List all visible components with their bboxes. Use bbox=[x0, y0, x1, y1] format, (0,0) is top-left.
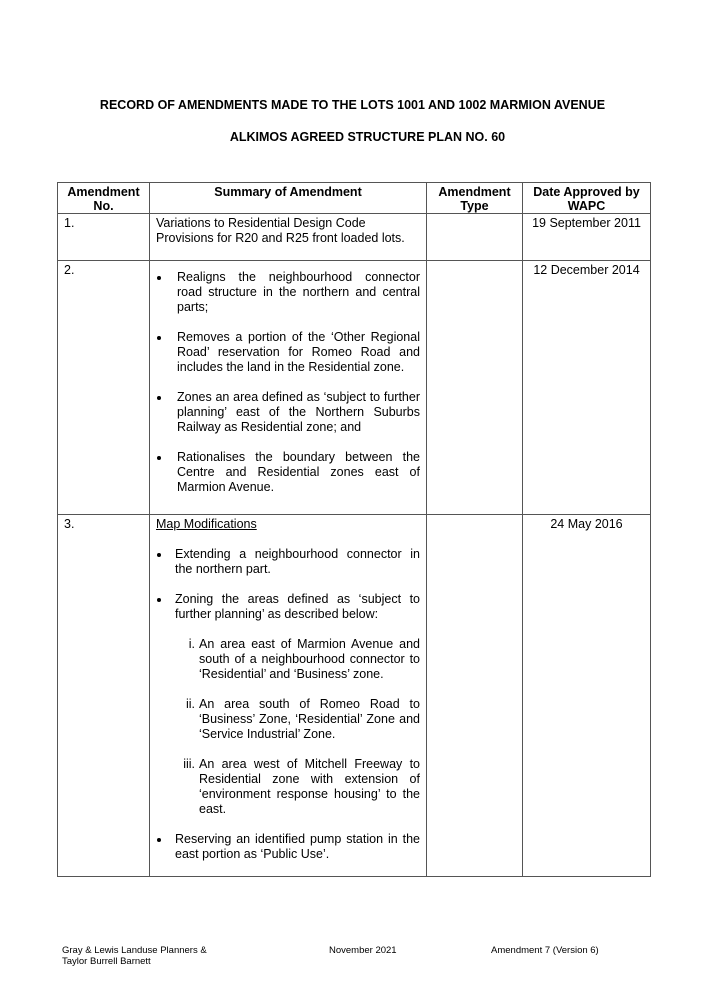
sublist-number: iii. bbox=[183, 757, 195, 771]
header-date-approved: Date Approved by WAPC bbox=[523, 183, 651, 214]
header-amendment-type: Amendment Type bbox=[427, 183, 523, 214]
table-row bbox=[58, 515, 651, 877]
amendment-type bbox=[427, 214, 523, 261]
sublist-text: An area east of Marmion Avenue and south of a neighbourhood connector to ‘Residential’ and ‘Business’ zone. bbox=[199, 637, 420, 681]
roman-sublist bbox=[175, 637, 420, 817]
bullet-text: Zoning the areas defined as ‘subject to further planning’ as described below: bbox=[175, 592, 420, 621]
footer-author-line-2: Taylor Burrell Barnett bbox=[62, 956, 151, 967]
summary-bullet-list bbox=[156, 547, 420, 862]
list-item bbox=[156, 450, 420, 495]
bullet-text: Rationalises the boundary between the Centre and Residential zones east of Marmion Avenue. bbox=[177, 450, 420, 494]
amendment-summary bbox=[150, 515, 427, 877]
amendment-type bbox=[427, 515, 523, 877]
amendment-date: 12 December 2014 bbox=[523, 261, 651, 515]
summary-bullet-list bbox=[156, 270, 420, 495]
bullet-text: Removes a portion of the ‘Other Regional Road’ reservation for Romeo Road and includes the land in the Residential zone. bbox=[177, 330, 420, 374]
bullet-icon bbox=[157, 838, 161, 842]
bullet-icon bbox=[157, 456, 161, 460]
list-item bbox=[156, 270, 420, 315]
table-row bbox=[58, 214, 651, 261]
list-item bbox=[156, 592, 420, 817]
header-amendment-no: Amendment No. bbox=[58, 183, 150, 214]
bullet-icon bbox=[157, 336, 161, 340]
sublist-item bbox=[175, 697, 420, 742]
bullet-icon bbox=[157, 276, 161, 280]
list-item bbox=[156, 547, 420, 577]
footer-date: November 2021 bbox=[329, 945, 397, 956]
table-header-row bbox=[58, 183, 651, 214]
bullet-icon bbox=[157, 396, 161, 400]
bullet-icon bbox=[157, 553, 161, 557]
document-title: RECORD OF AMENDMENTS MADE TO THE LOTS 1001 AND 1002 MARMION AVENUE bbox=[99, 98, 606, 112]
footer-author-line-1: Gray & Lewis Landuse Planners & bbox=[62, 945, 207, 956]
bullet-icon bbox=[157, 598, 161, 602]
amendment-summary: Variations to Residential Design Code Provisions for R20 and R25 front loaded lots. bbox=[150, 214, 427, 261]
amendments-table bbox=[57, 182, 651, 877]
footer-version: Amendment 7 (Version 6) bbox=[491, 945, 599, 956]
list-item bbox=[156, 330, 420, 375]
sublist-number: i. bbox=[188, 637, 195, 651]
amendment-summary bbox=[150, 261, 427, 515]
amendment-date: 24 May 2016 bbox=[523, 515, 651, 877]
amendment-type bbox=[427, 261, 523, 515]
table-row bbox=[58, 261, 651, 515]
list-item bbox=[156, 832, 420, 862]
bullet-text: Zones an area defined as ‘subject to further planning’ east of the Northern Suburbs Railway as Residential zone; and bbox=[177, 390, 420, 434]
header-summary: Summary of Amendment bbox=[150, 183, 427, 214]
bullet-text: Realigns the neighbourhood connector road structure in the northern and central parts; bbox=[177, 270, 420, 314]
sublist-text: An area west of Mitchell Freeway to Residential zone with extension of ‘environment response housing’ to the east. bbox=[199, 757, 420, 816]
amendment-number: 3. bbox=[58, 515, 150, 877]
sublist-item bbox=[175, 637, 420, 682]
map-modifications-heading: Map Modifications bbox=[156, 517, 257, 531]
bullet-text: Extending a neighbourhood connector in the northern part. bbox=[175, 547, 420, 576]
sublist-item bbox=[175, 757, 420, 817]
sublist-text: An area south of Romeo Road to ‘Business’ Zone, ‘Residential’ Zone and ‘Service Industrial’ Zone. bbox=[199, 697, 420, 741]
amendment-number: 2. bbox=[58, 261, 150, 515]
amendment-number: 1. bbox=[58, 214, 150, 261]
amendment-date: 19 September 2011 bbox=[523, 214, 651, 261]
bullet-text: Reserving an identified pump station in the east portion as ‘Public Use’. bbox=[175, 832, 420, 861]
list-item bbox=[156, 390, 420, 435]
sublist-number: ii. bbox=[185, 697, 195, 711]
document-subtitle: ALKIMOS AGREED STRUCTURE PLAN NO. 60 bbox=[229, 130, 506, 144]
footer-authors bbox=[62, 945, 207, 967]
